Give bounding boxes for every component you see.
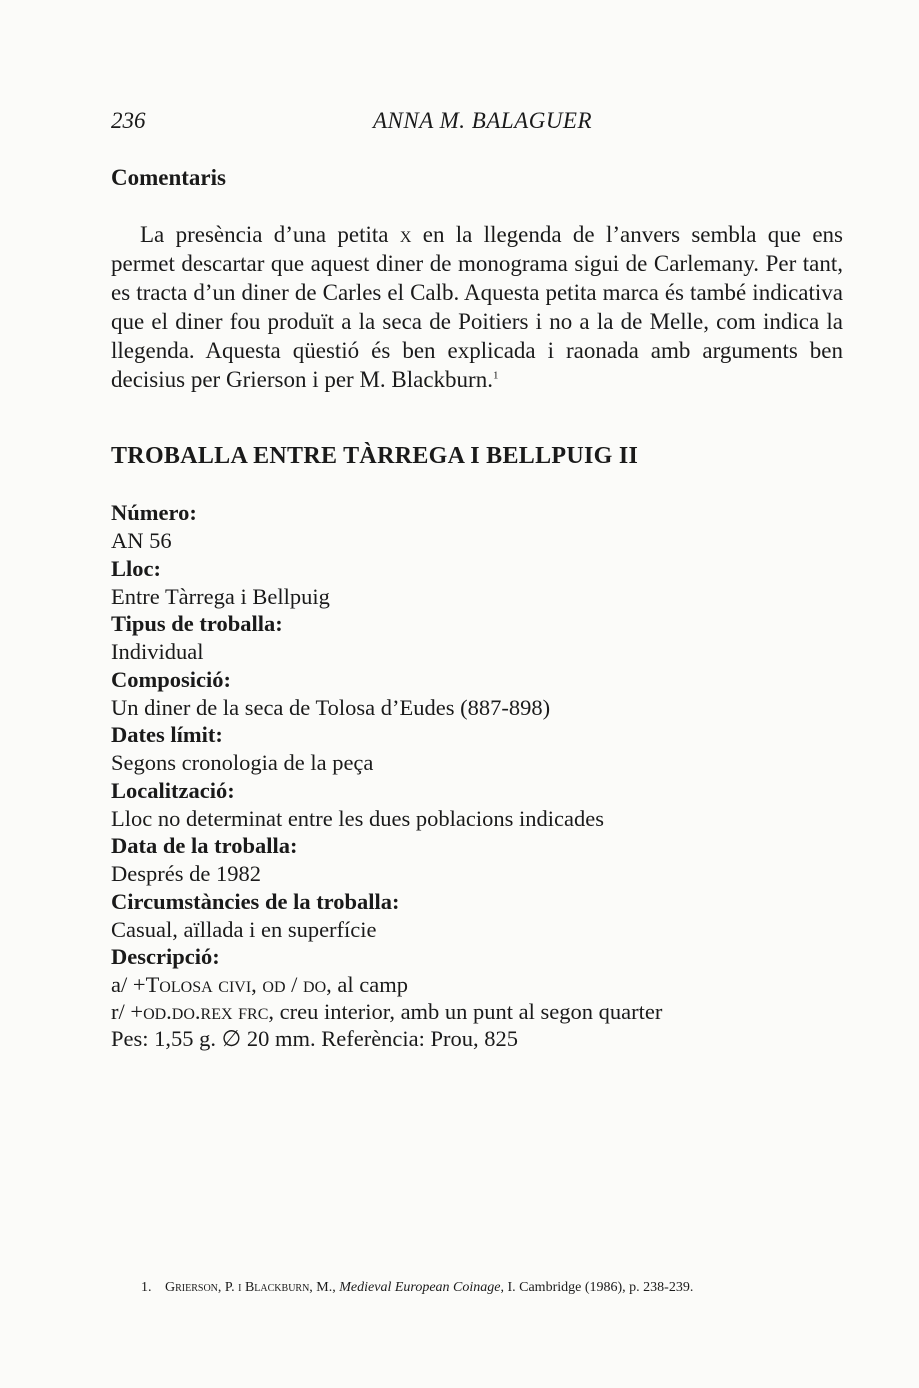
field-label-lloc: Lloc: <box>111 555 161 581</box>
comment-paragraph <box>111 220 843 394</box>
paragraph-text: en la llegenda de l’anvers sembla que ens permet descartar que aquest diner de monograma sigui de Carlemany. Per tant, es tracta d’un diner de Carles el Calb. Aquesta petita marca és també indicativa que el diner fou produït a la seca de Poitiers i no a la de Melle, com indica la llegenda. Aquesta qüestió és ben explicada i raonada amb arguments ben decisius per Grierson i per M. Blackburn. <box>111 222 844 392</box>
description-reverse <box>111 998 843 1025</box>
field-value-data: Després de 1982 <box>111 861 261 886</box>
reverse-legend: od.do.rex frc <box>143 999 269 1024</box>
mark-x: x <box>399 222 412 247</box>
field-value-tipus: Individual <box>111 639 204 664</box>
obverse-separator: / <box>285 972 304 997</box>
field-label-tipus: Tipus de troballa: <box>111 611 283 636</box>
find-fields <box>111 499 843 1052</box>
field-label-localitzacio: Localització: <box>111 777 235 803</box>
field-value-dates: Segons cronologia de la peça <box>111 750 374 775</box>
reverse-prefix: r/ + <box>111 999 144 1024</box>
field-label-dates: Dates límit: <box>111 722 223 747</box>
field-value-circumstancies: Casual, aïllada i en superfície <box>111 916 377 942</box>
footnote-title: Medieval European Coinage <box>339 1280 501 1295</box>
running-head <box>111 108 843 138</box>
footnote-rest: , I. Cambridge (1986), p. 238-239. <box>500 1280 694 1295</box>
reverse-suffix: , creu interior, amb un punt al segon quarter <box>268 999 663 1024</box>
field-label-numero: Número: <box>111 500 197 525</box>
field-value-composicio: Un diner de la seca de Tolosa d’Eudes (887-898) <box>111 694 551 720</box>
obverse-suffix: , al camp <box>326 972 408 997</box>
page-number: 236 <box>111 108 146 133</box>
running-title: ANNA M. BALAGUER <box>373 108 593 133</box>
field-label-descripcio: Descripció: <box>111 944 220 969</box>
field-label-circumstancies: Circumstàncies de la troballa: <box>111 888 400 914</box>
section-heading: Comentaris <box>111 165 226 190</box>
footnote-authors: Grierson, P. i Blackburn, M., <box>165 1280 336 1295</box>
footnote-ref: 1 <box>492 369 499 382</box>
paragraph-text: La presència d’una petita <box>140 222 400 247</box>
obverse-legend-2: do <box>303 972 327 997</box>
obverse-legend: Tolosa civi, od <box>145 972 286 997</box>
field-label-data: Data de la troballa: <box>111 833 298 858</box>
obverse-prefix: a/ + <box>111 972 146 997</box>
field-value-lloc: Entre Tàrrega i Bellpuig <box>111 583 330 609</box>
field-value-localitzacio: Lloc no determinat entre les dues poblacions indicades <box>111 805 604 831</box>
field-value-numero: AN 56 <box>111 528 172 553</box>
footnote-number: 1. <box>141 1280 152 1295</box>
field-label-composicio: Composició: <box>111 666 231 692</box>
description-obverse <box>111 971 843 998</box>
find-title: TROBALLA ENTRE TÀRREGA I BELLPUIG II <box>111 443 639 469</box>
footnote <box>141 1280 693 1296</box>
description-weight: Pes: 1,55 g. ∅ 20 mm. Referència: Prou, 825 <box>111 1026 519 1051</box>
